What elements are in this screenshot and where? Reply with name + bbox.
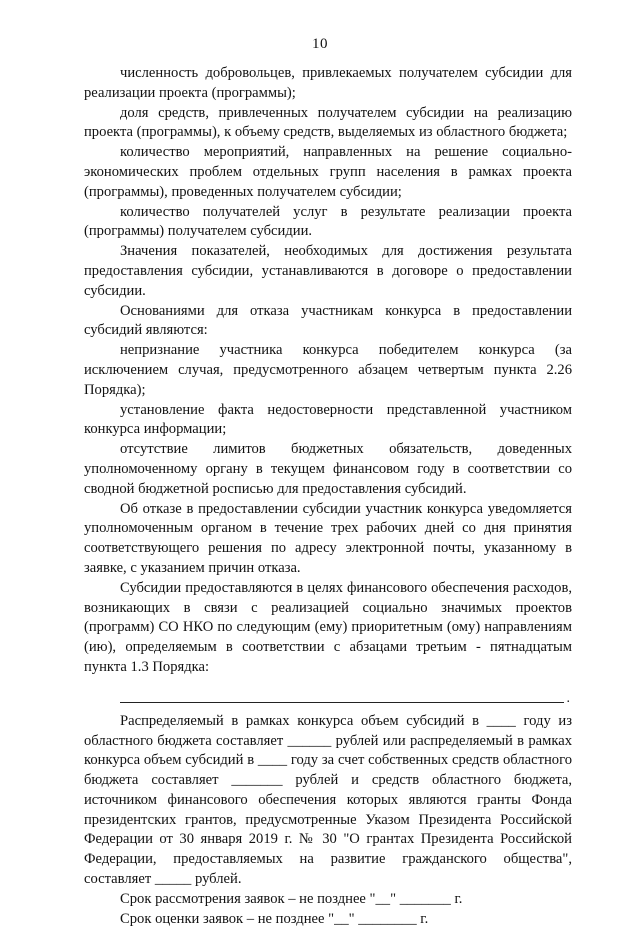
paragraph-no-limits: отсутствие лимитов бюджетных обязательств, доведенных уполномоченному органу в текущем финансовом году в соответствии со сводной бюджетной росписью для предоставления субсидий. (84, 441, 572, 497)
fill-in-blank-line (84, 692, 572, 704)
paragraph-events-count: количество мероприятий, направленных на решение социально-экономических проблем отдельных групп населения в рамках проекта (программы), проведенных получателем субсидии; (84, 144, 572, 200)
paragraph-non-winner: непризнание участника конкурса победителем конкурса (за исключением случая, предусмотренного абзацем четвертым пункта 2.26 Порядка); (84, 342, 572, 398)
blank-line-period: . (566, 690, 570, 706)
paragraph-refusal-notice: Об отказе в предоставлении субсидии участник конкурса уведомляется уполномоченным органом в течение трех рабочих дней со дня принятия соответствующего решения по адресу электронной почты, указанному в заявке, с указанием причин отказа. (84, 500, 572, 576)
paragraph-review-deadline: Срок рассмотрения заявок – не позднее "__" _______ г. (120, 890, 463, 907)
page-number: 10 (312, 36, 328, 52)
paragraph-funds-share: доля средств, привлеченных получателем субсидии на реализацию проекта (программы), к объему средств, выделяемых из областного бюджета; (84, 104, 572, 141)
paragraph-subsidy-purpose: Субсидии предоставляются в целях финансового обеспечения расходов, возникающих в связи с реализацией социально значимых проектов (программ) СО НКО по следующим (ему) приоритетным (ому) направлениям (ию), определяемым в соответствии с абзацами третьим - пятнадцатым пункта 1.3 Порядка: (84, 579, 572, 675)
paragraph-service-recipients: количество получателей услуг в результате реализации проекта (программы) получателем субсидии. (84, 203, 572, 240)
paragraph-volunteers: численность добровольцев, привлекаемых получателем субсидии для реализации проекта (программы); (84, 65, 572, 101)
paragraph-false-info: установление факта недостоверности представленной участником конкурса информации; (84, 401, 572, 438)
paragraph-budget-volume: Распределяемый в рамках конкурса объем субсидий в ____ году из областного бюджета составляет ______ рублей или распределяемый в рамках конкурса объем субсидий в ____ году за счет собственных средств областного бюджета составляет _______ рублей и средств областного бюджета, источником финансового обеспечения которых являются гранты Фонда президентских грантов, предусмотренные Указом Президента Российской Федерации от 30 января 2019 г. № 30 "О грантах Президента Российской Федерации, предоставляемых на развитие гражданского общества", составляет _____ рублей. (84, 712, 572, 888)
paragraph-refusal-grounds: Основаниями для отказа участникам конкурса в предоставлении субсидий являются: (84, 302, 572, 339)
document-body (84, 64, 572, 929)
paragraph-evaluation-deadline: Срок оценки заявок – не позднее "__" ________ г. (120, 910, 429, 927)
paragraph-indicator-values: Значения показателей, необходимых для достижения результата предоставления субсидии, устанавливаются в договоре о предоставлении субсидии. (84, 243, 572, 299)
blank-underline (120, 702, 564, 703)
